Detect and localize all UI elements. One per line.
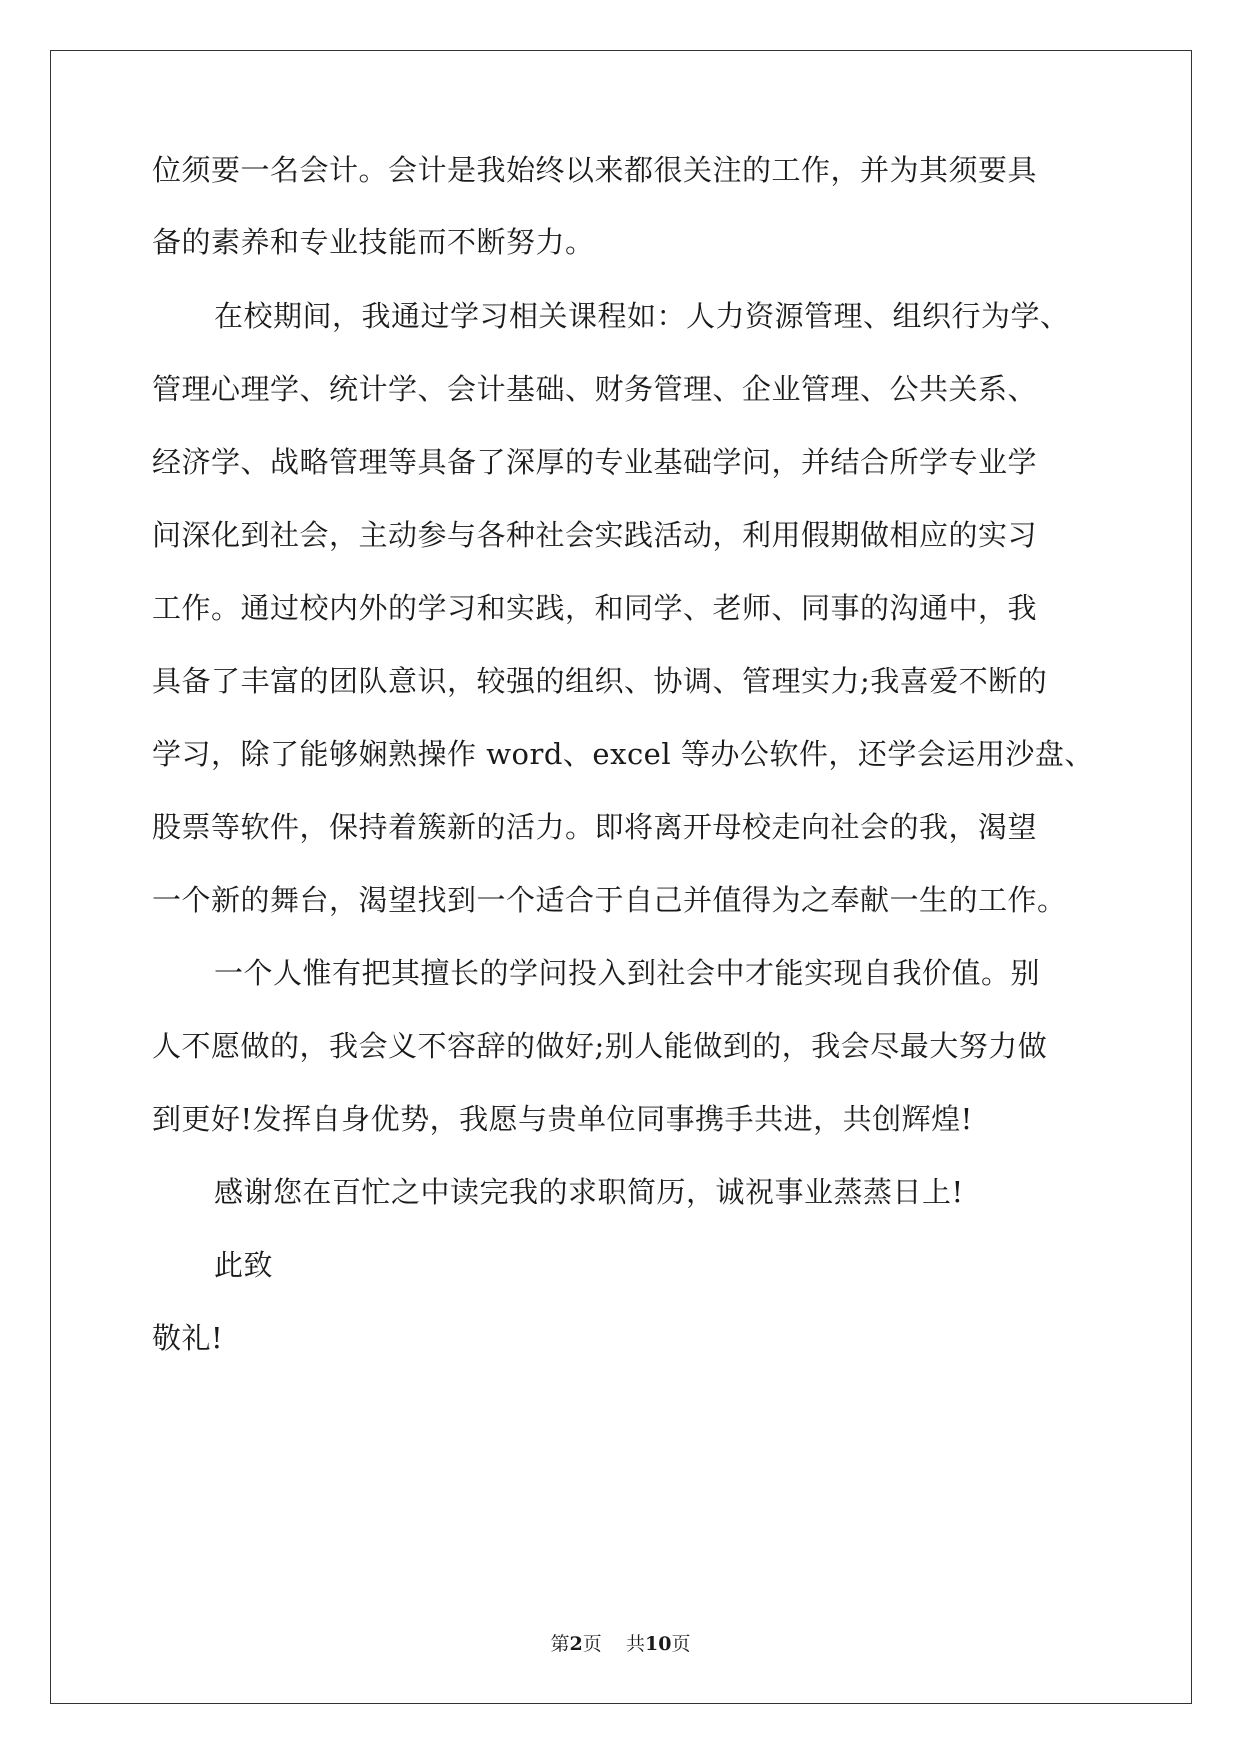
body-line: 股票等软件，保持着簇新的活力。即将离开母校走向社会的我，渴望 xyxy=(152,810,1038,844)
salutation-regards: 敬礼! xyxy=(152,1321,224,1355)
body-line: 一个新的舞台，渴望找到一个适合于自己并值得为之奉献一生的工作。 xyxy=(152,883,1067,917)
body-line: 位须要一名会计。会计是我始终以来都很关注的工作，并为其须要具 xyxy=(152,153,1038,187)
page-current: 2 xyxy=(569,1633,583,1655)
closing-line: 感谢您在百忙之中读完我的求职简历，诚祝事业蒸蒸日上! xyxy=(214,1175,964,1209)
salutation-line: 此致 xyxy=(214,1248,274,1282)
body-line: 具备了丰富的团队意识，较强的组织、协调、管理实力;我喜爱不断的 xyxy=(152,664,1048,698)
page-footer xyxy=(0,1632,1241,1656)
body-line: 人不愿做的，我会义不容辞的做好;别人能做到的，我会尽最大努力做 xyxy=(152,1029,1048,1063)
body-line: 经济学、战略管理等具备了深厚的专业基础学问，并结合所学专业学 xyxy=(152,445,1038,479)
page-prefix: 第 xyxy=(550,1633,570,1655)
paragraph-first-line: 一个人惟有把其擅长的学问投入到社会中才能实现自我价值。别 xyxy=(214,956,1041,990)
body-line: 备的素养和专业技能而不断努力。 xyxy=(152,225,595,259)
body-line: 管理心理学、统计学、会计基础、财务管理、企业管理、公共关系、 xyxy=(152,372,1038,406)
total-suffix: 页 xyxy=(671,1633,691,1655)
body-line: 工作。通过校内外的学习和实践，和同学、老师、同事的沟通中，我 xyxy=(152,591,1038,625)
page-total: 10 xyxy=(644,1633,672,1655)
paragraph-first-line: 在校期间，我通过学习相关课程如：人力资源管理、组织行为学、 xyxy=(214,299,1070,333)
body-line: 到更好!发挥自身优势，我愿与贵单位同事携手共进，共创辉煌! xyxy=(152,1102,973,1136)
page-suffix: 页 xyxy=(582,1633,602,1655)
body-line: 学习，除了能够娴熟操作 word、excel 等办公软件，还学会运用沙盘、 xyxy=(152,737,1094,771)
total-prefix: 共 xyxy=(625,1633,645,1655)
body-line: 问深化到社会，主动参与各种社会实践活动，利用假期做相应的实习 xyxy=(152,518,1038,552)
